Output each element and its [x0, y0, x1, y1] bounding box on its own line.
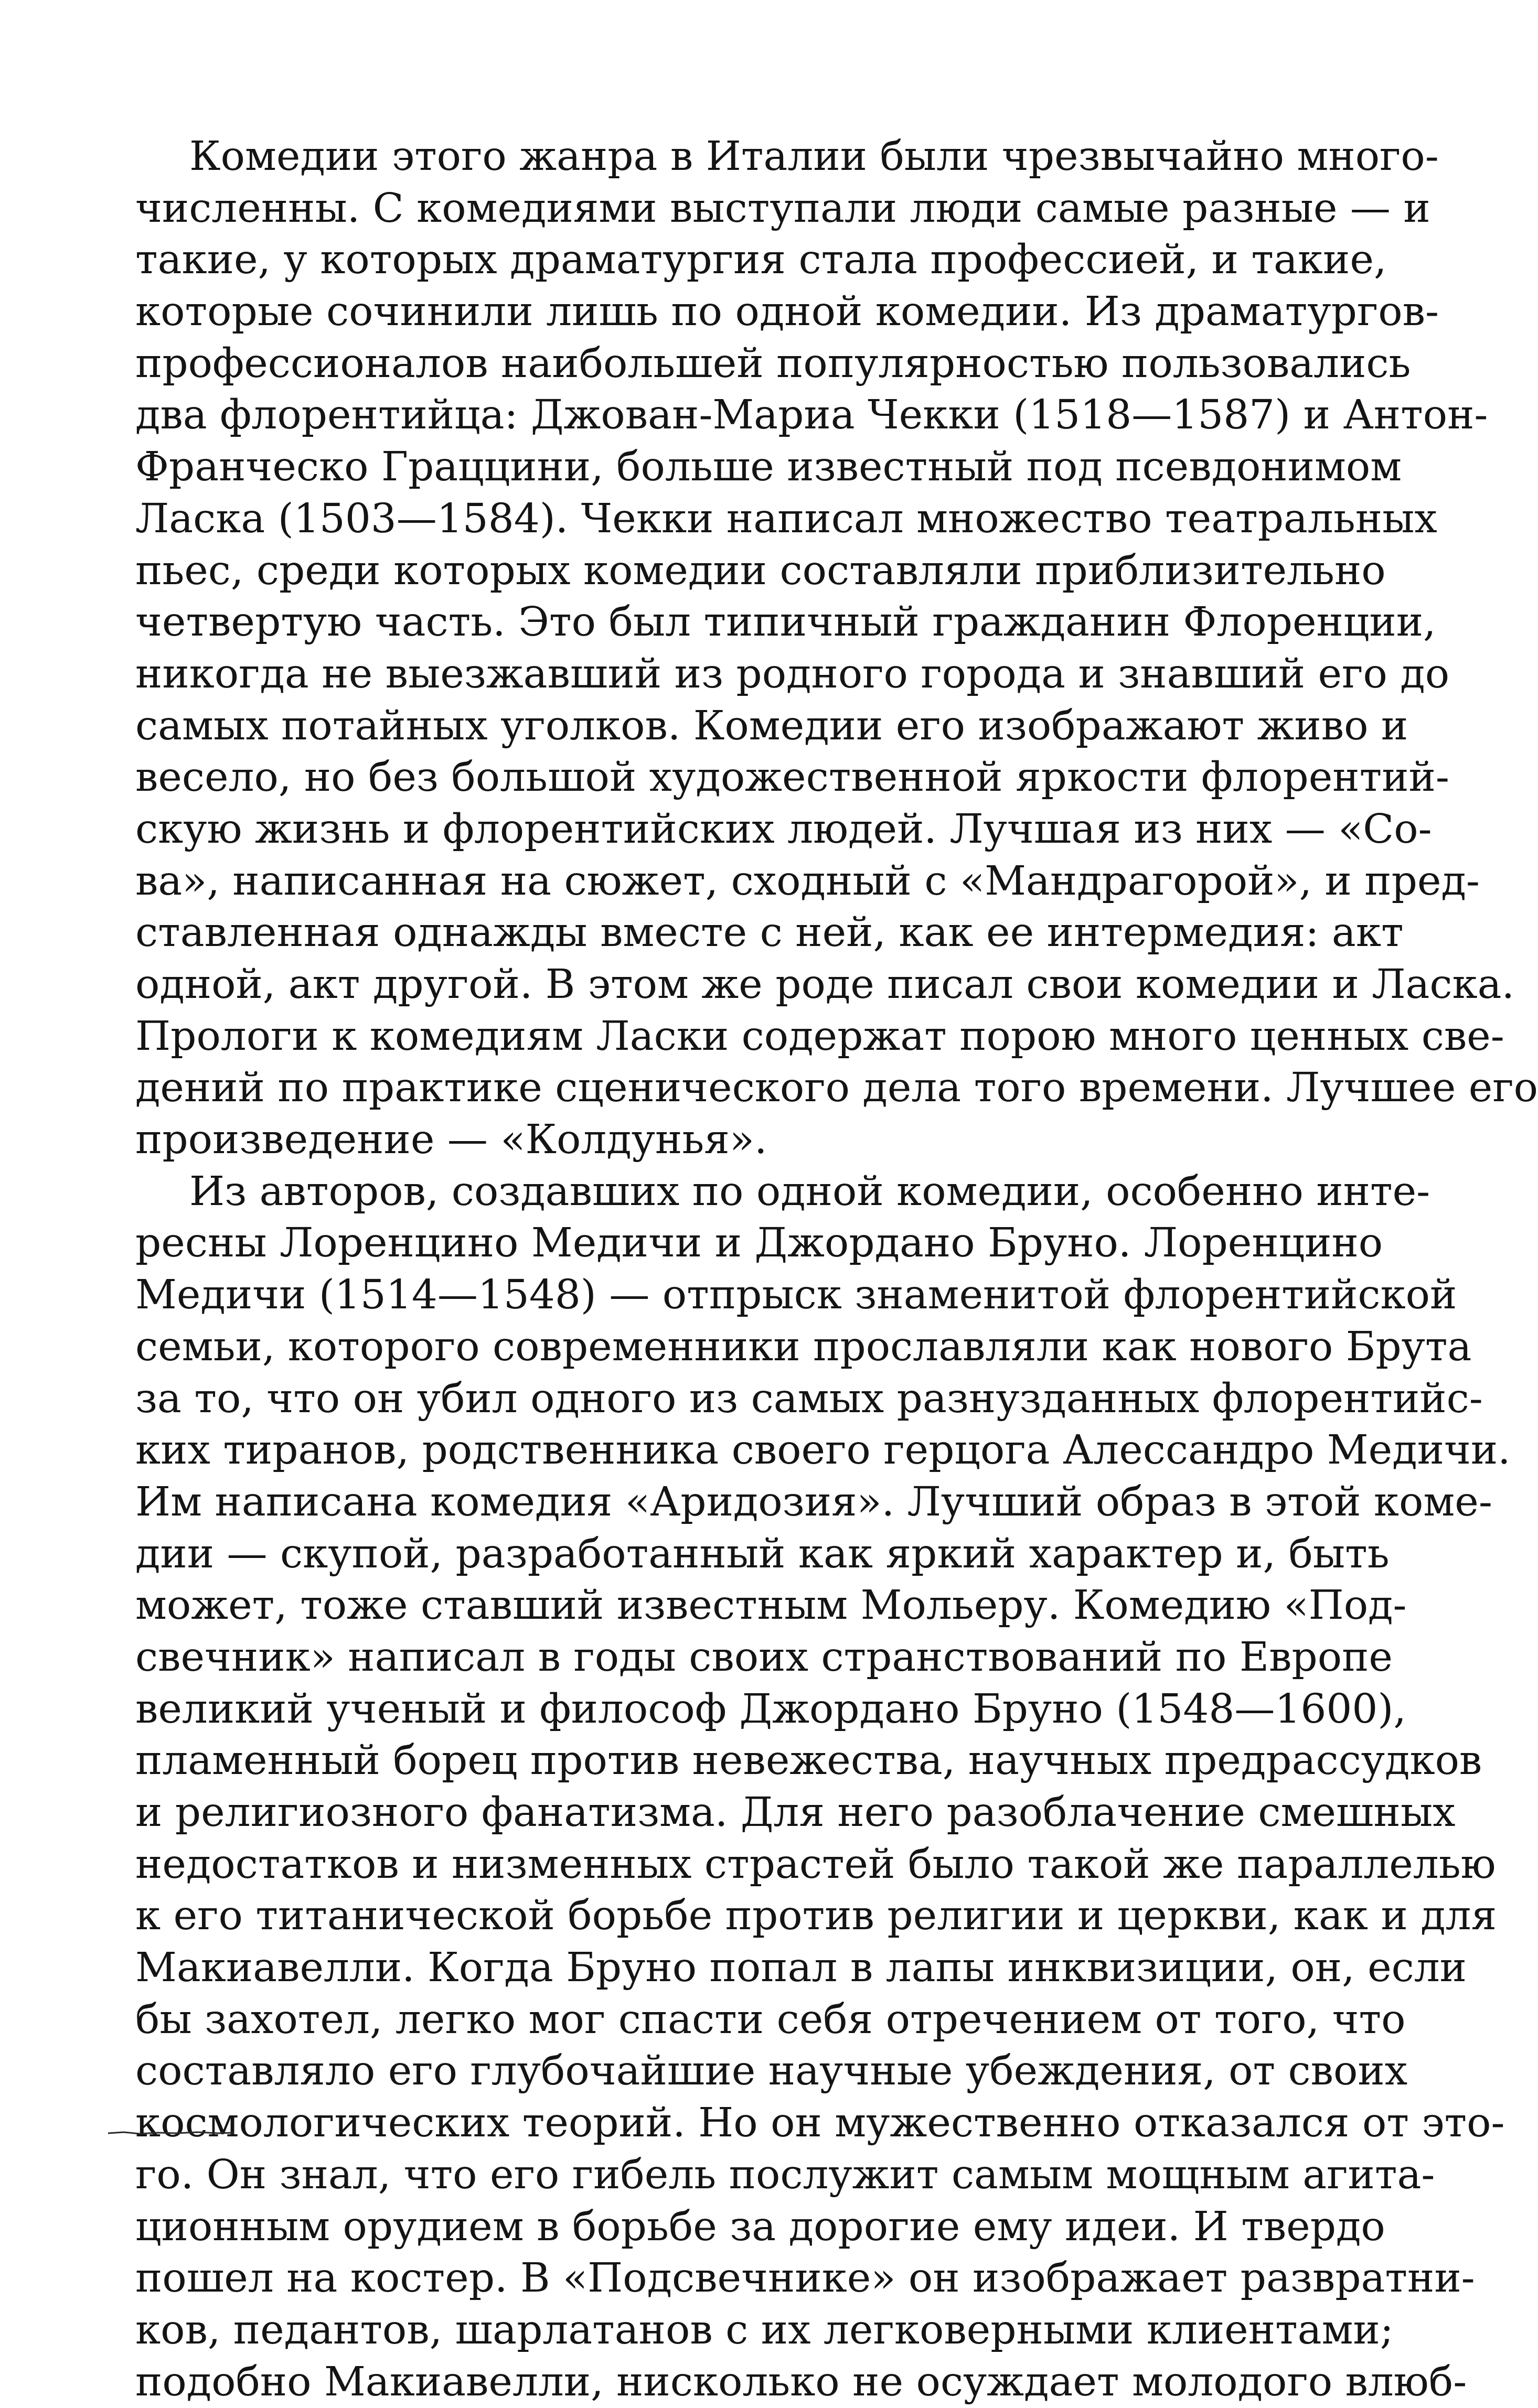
text-line: скую жизнь и флорентийских людей. Лучшая из них — «Со- — [135, 805, 1432, 853]
text-line: дии — скупой, разработанный как яркий характер и, быть — [135, 1530, 1390, 1577]
text-line: составляло его глубочайшие научные убеждения, от своих — [135, 2048, 1408, 2095]
paragraph — [135, 1166, 1511, 2408]
text-line: ва», написанная на сюжет, сходный с «Мандрагорой», и пред- — [135, 857, 1480, 905]
body-text — [135, 131, 1538, 2408]
scan-artifact-mark — [108, 2130, 234, 2135]
text-line: космологических теорий. Но он мужественно отказался от это- — [135, 2100, 1505, 2147]
text-line: к его титанической борьбе против религии и церкви, как и для — [135, 1893, 1497, 1940]
text-line: никогда не выезжавший из родного города и знавший его до — [135, 650, 1450, 697]
text-line: ставленная однажды вместе с ней, как ее интермедия: акт — [135, 909, 1404, 956]
text-line: и религиозного фанатизма. Для него разоблачение смешных — [135, 1789, 1456, 1836]
text-line: численны. С комедиями выступали люди самые разные — и — [135, 185, 1430, 232]
text-line: ков, педантов, шарлатанов с их легковерными клиентами; — [135, 2306, 1394, 2353]
text-line: дений по практике сценического дела того времени. Лучшее его — [135, 1065, 1538, 1112]
text-line: Комедии этого жанра в Италии были чрезвычайно много- — [189, 133, 1439, 180]
text-line: может, тоже ставший известным Мольеру. Комедию «Под- — [135, 1582, 1407, 1629]
text-line: одной, акт другой. В этом же роде писал свои комедии и Ласка. — [135, 961, 1515, 1008]
text-line: семьи, которого современники прославляли как нового Брута — [135, 1323, 1472, 1370]
text-line: Макиавелли. Когда Бруно попал в лапы инквизиции, он, если — [135, 1944, 1467, 1992]
text-line: свечник» написал в годы своих странствований по Европе — [135, 1633, 1393, 1681]
text-line: четвертую часть. Это был типичный гражданин Флоренции, — [135, 599, 1436, 646]
text-line: за то, что он убил одного из самых разнузданных флорентийс- — [135, 1375, 1483, 1422]
text-line: Ласка (1503—1584). Чекки написал множество театральных — [135, 495, 1437, 542]
text-line: Франческо Граццини, больше известный под псевдонимом — [135, 444, 1402, 491]
text-line: два флорентийца: Джован-Мариа Чекки (1518—1587) и Антон- — [135, 392, 1488, 439]
text-line: такие, у которых драматургия стала профессией, и такие, — [135, 236, 1387, 284]
text-line: Им написана комедия «Аридозия». Лучший образ в этой коме- — [135, 1478, 1492, 1525]
text-line: самых потайных уголков. Комедии его изображают живо и — [135, 702, 1408, 749]
text-line: ких тиранов, родственника своего герцога Алессандро Медичи. — [135, 1427, 1511, 1474]
text-line: подобно Макиавелли, нисколько не осуждает молодого влюб- — [135, 2358, 1467, 2405]
text-line: Медичи (1514—1548) — отпрыск знаменитой флорентийской — [135, 1272, 1457, 1319]
text-line: пламенный борец против невежества, научных предрассудков — [135, 1737, 1482, 1784]
text-line: ционным орудием в борьбе за дорогие ему идеи. И твердо — [135, 2203, 1385, 2250]
paragraph — [135, 131, 1538, 1166]
text-line: великий ученый и философ Джордано Бруно (1548—1600), — [135, 1685, 1406, 1733]
text-line: Прологи к комедиям Ласки содержат порою много ценных све- — [135, 1013, 1504, 1060]
text-line: весело, но без большой художественной яркости флорентий- — [135, 754, 1449, 801]
text-line: пошел на костер. В «Подсвечнике» он изображает развратни- — [135, 2255, 1475, 2302]
text-line: го. Он знал, что его гибель послужит самым мощным агита- — [135, 2151, 1435, 2198]
text-line: профессионалов наибольшей популярностью пользовались — [135, 340, 1411, 387]
text-line: пьес, среди которых комедии составляли приблизительно — [135, 547, 1386, 594]
text-line: недостатков и низменных страстей было такой же параллелью — [135, 1841, 1496, 1888]
text-line: произведение — «Колдунья». — [135, 1116, 767, 1164]
text-line: Из авторов, создавших по одной комедии, особенно инте- — [189, 1168, 1430, 1215]
text-line: которые сочинили лишь по одной комедии. Из драматургов- — [135, 288, 1439, 336]
text-line: бы захотел, легко мог спасти себя отречением от того, что — [135, 1996, 1406, 2043]
text-line: ресны Лоренцино Медичи и Джордано Бруно. Лоренцино — [135, 1220, 1383, 1267]
